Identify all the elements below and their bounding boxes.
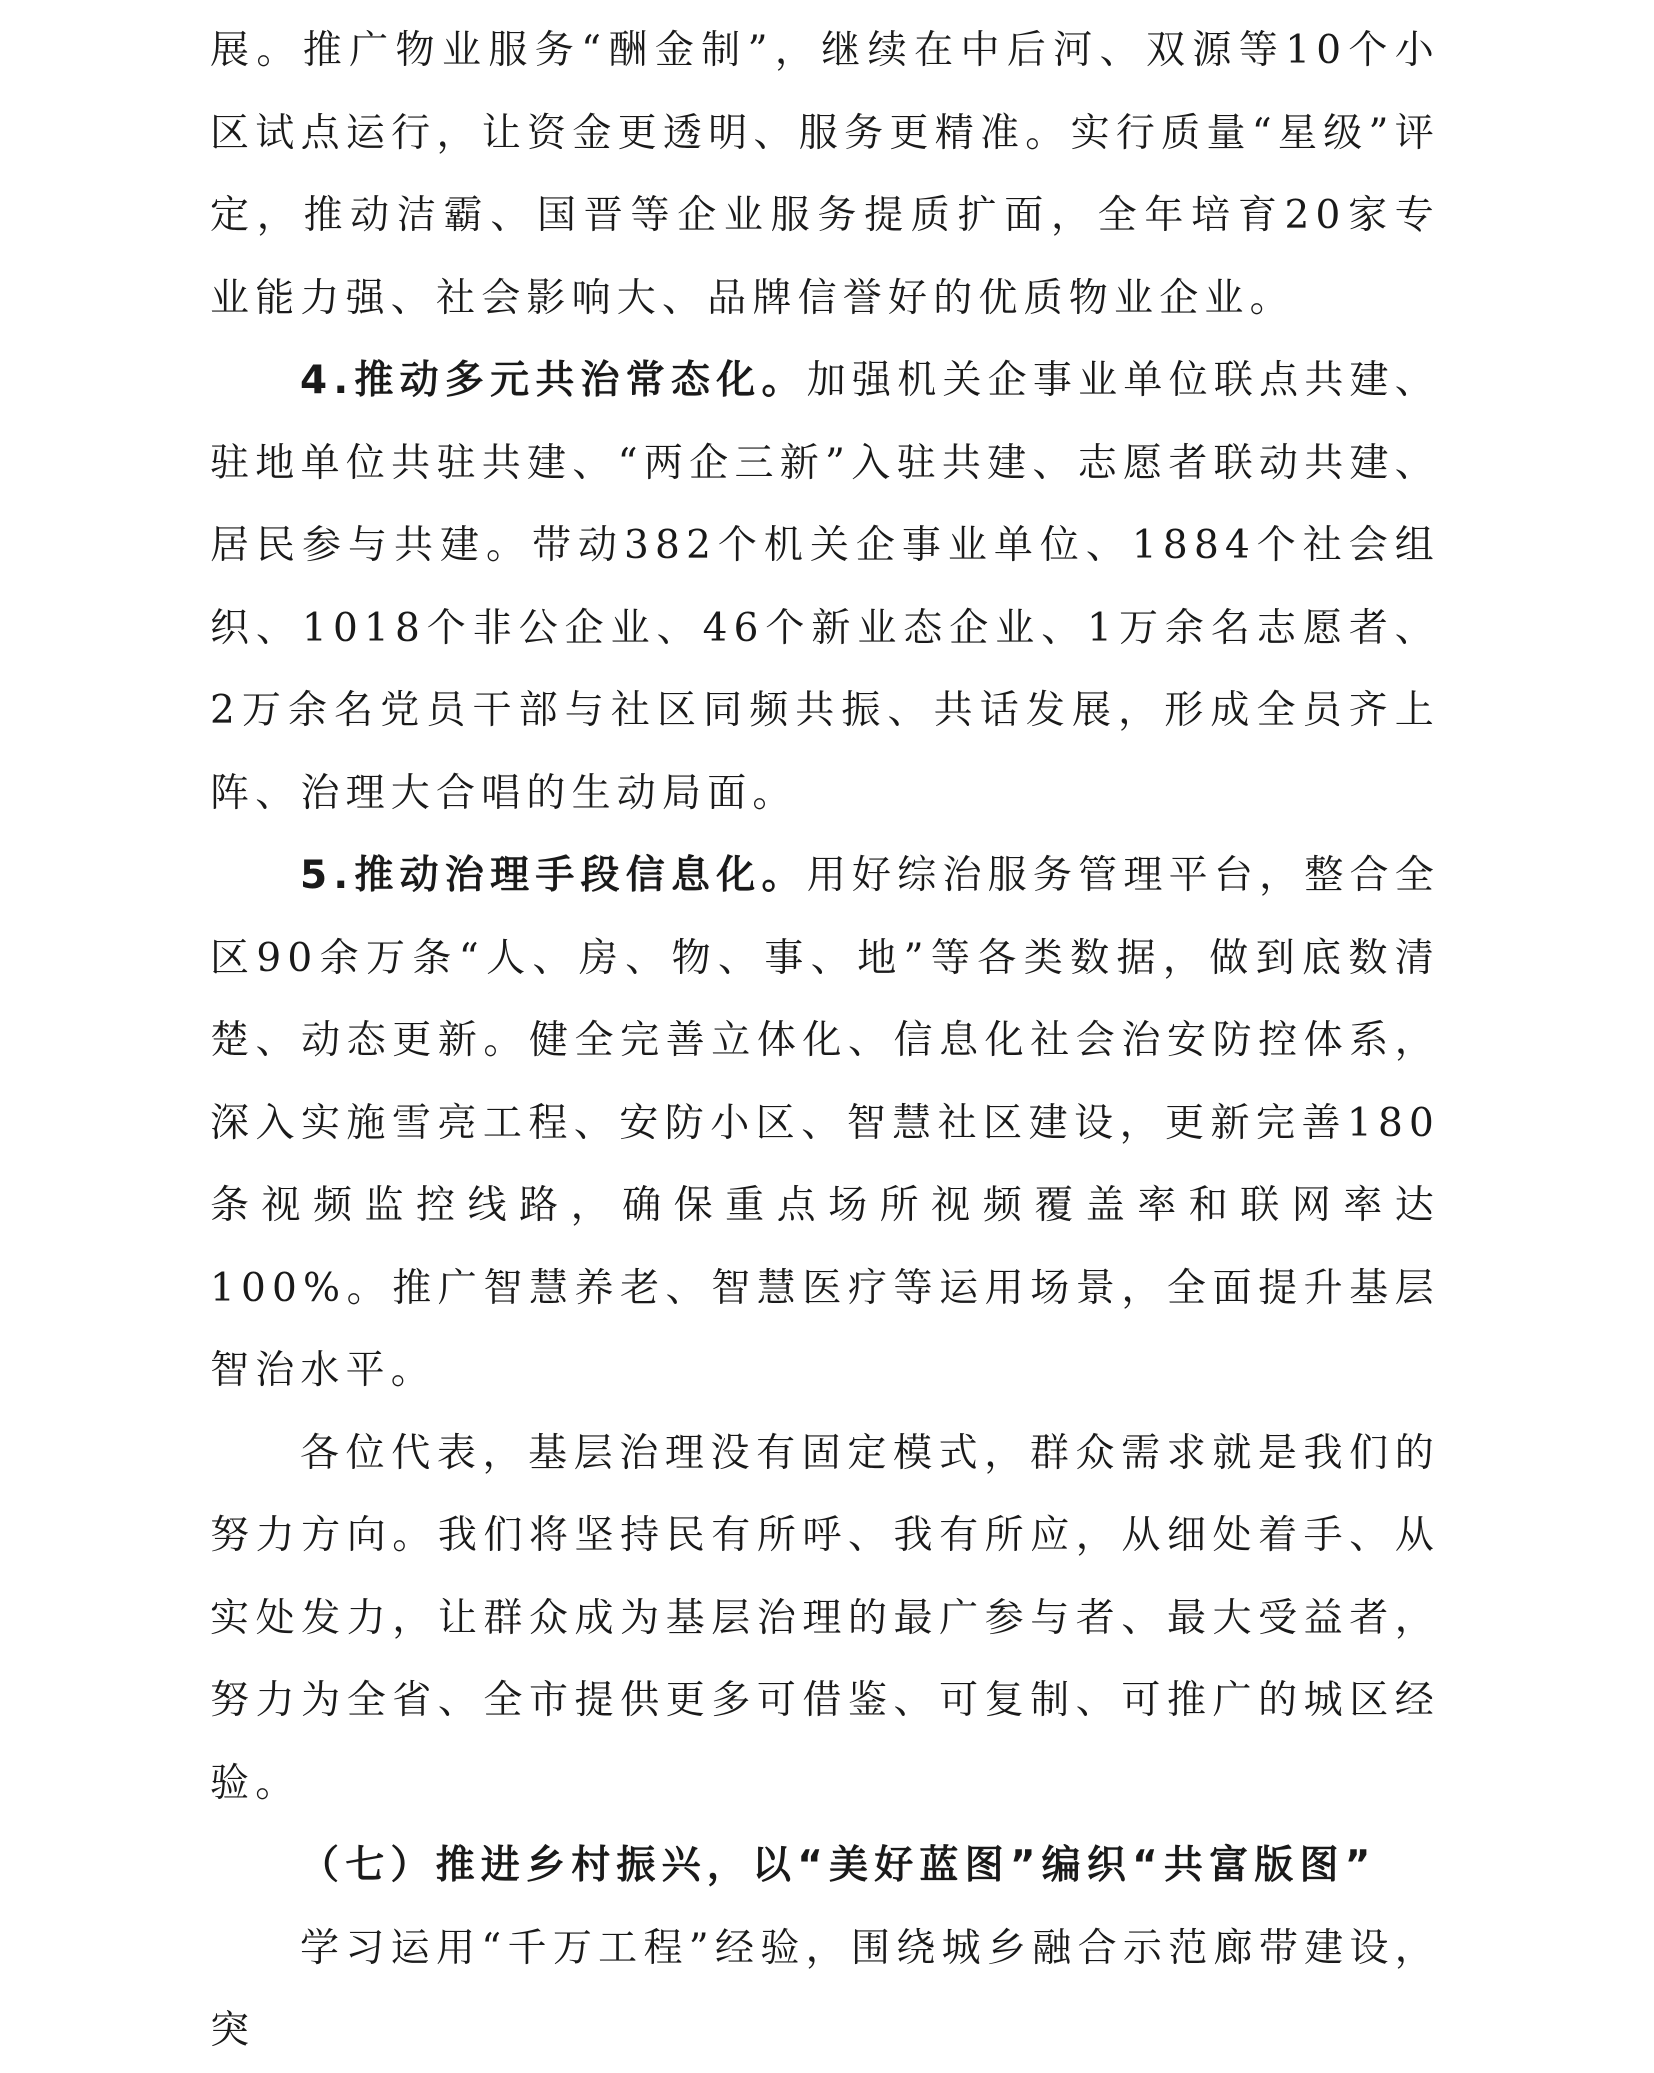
closing-paragraph: 各位代表，基层治理没有固定模式，群众需求就是我们的努力方向。我们将坚持民有所呼、我有所应，从细处着手、从实处发力，让群众成为基层治理的最广参与者、最大受益者，努力为全省、全市提供更多可借鉴、可复制、可推广的城区经验。 bbox=[210, 1430, 1440, 1806]
section-7-paragraph: 学习运用“千万工程”经验，围绕城乡融合示范廊带建设，突 bbox=[210, 1925, 1440, 2053]
item-5-paragraph bbox=[210, 835, 1440, 1413]
section-7-heading: （七）推进乡村振兴，以“美好蓝图”编织“共富版图” bbox=[300, 1843, 1377, 1888]
item-4-paragraph bbox=[210, 340, 1440, 835]
document-page bbox=[210, 10, 1440, 2073]
item-5-lead: 5.推动治理手段信息化。 bbox=[300, 853, 807, 898]
item-4-lead: 4.推动多元共治常态化。 bbox=[300, 358, 807, 403]
continued-paragraph: 展。推广物业服务“酬金制”，继续在中后河、双源等10个小区试点运行，让资金更透明、服务更精准。实行质量“星级”评定，推动洁霸、国晋等企业服务提质扩面，全年培育20家专业能力强、社会影响大、品牌信誉好的优质物业企业。 bbox=[210, 28, 1440, 321]
item-4-body: 加强机关企事业单位联点共建、驻地单位共驻共建、“两企三新”入驻共建、志愿者联动共建、居民参与共建。带动382个机关企事业单位、1884个社会组织、1018个非公企业、46个新业态企业、1万余名志愿者、2万余名党员干部与社区同频共振、共话发展，形成全员齐上阵、治理大合唱的生动局面。 bbox=[210, 358, 1440, 816]
item-5-body: 用好综治服务管理平台，整合全区90余万条“人、房、物、事、地”等各类数据，做到底数清楚、动态更新。健全完善立体化、信息化社会治安防控体系，深入实施雪亮工程、安防小区、智慧社区建设，更新完善180条视频监控线路，确保重点场所视频覆盖率和联网率达100%。推广智慧养老、智慧医疗等运用场景，全面提升基层智治水平。 bbox=[210, 853, 1440, 1393]
